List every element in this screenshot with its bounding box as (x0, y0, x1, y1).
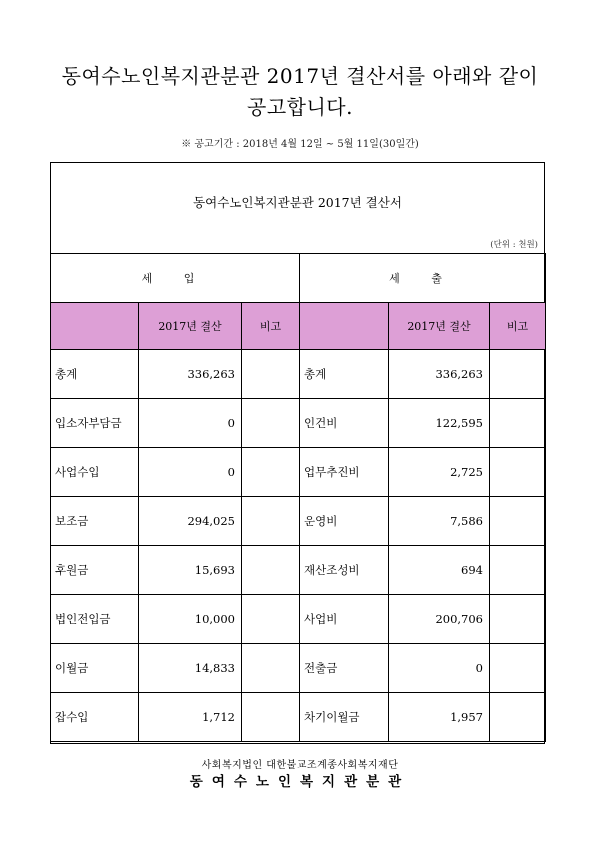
expense-item: 업무추진비 (300, 448, 389, 497)
revenue-item: 보조금 (51, 497, 139, 546)
expense-amount: 0 (389, 644, 490, 693)
expense-amount: 2,725 (389, 448, 490, 497)
revenue-item: 사업수입 (51, 448, 139, 497)
revenue-amount: 336,263 (139, 350, 242, 399)
table-row (51, 448, 546, 497)
expense-amount: 7,586 (389, 497, 490, 546)
revenue-remark (242, 399, 300, 448)
table-row (51, 399, 546, 448)
expense-amount: 122,595 (389, 399, 490, 448)
headline-line-2: 공고합니다. (247, 95, 353, 119)
revenue-amount: 10,000 (139, 595, 242, 644)
revenue-amount: 1,712 (139, 693, 242, 742)
expense-remark (490, 595, 546, 644)
table-row (51, 546, 546, 595)
revenue-remark (242, 546, 300, 595)
expense-remark (490, 644, 546, 693)
revenue-item: 총계 (51, 350, 139, 399)
expense-remark (490, 546, 546, 595)
expense-item: 총계 (300, 350, 389, 399)
revenue-item: 잡수입 (51, 693, 139, 742)
revenue-amount: 15,693 (139, 546, 242, 595)
revenue-remark (242, 693, 300, 742)
notice-period: ※ 공고기간 : 2018년 4월 12일 ~ 5월 11일(30일간) (181, 139, 419, 150)
expense-remark (490, 448, 546, 497)
revenue-remark (242, 448, 300, 497)
expense-remark (490, 399, 546, 448)
expense-amount: 336,263 (389, 350, 490, 399)
expense-remark (490, 693, 546, 742)
document-title: 동여수노인복지관분관 2017년 결산서 (193, 195, 402, 210)
table-row (51, 644, 546, 693)
expense-settlement-header: 2017년 결산 (389, 303, 490, 350)
column-header-row (51, 303, 546, 350)
expense-item-header (300, 303, 389, 350)
revenue-amount: 294,025 (139, 497, 242, 546)
expense-header: 세 출 (300, 254, 546, 303)
table-row (51, 595, 546, 644)
revenue-remark (242, 497, 300, 546)
settlement-document (50, 162, 545, 744)
expense-item: 운영비 (300, 497, 389, 546)
expense-item: 재산조성비 (300, 546, 389, 595)
settlement-table (50, 253, 546, 742)
revenue-amount: 14,833 (139, 644, 242, 693)
table-row (51, 497, 546, 546)
expense-remark (490, 497, 546, 546)
group-header-row (51, 254, 546, 303)
expense-item: 차기이월금 (300, 693, 389, 742)
revenue-item: 법인전입금 (51, 595, 139, 644)
revenue-item: 후원금 (51, 546, 139, 595)
headline-line-1: 동여수노인복지관분관 2017년 결산서를 아래와 같이 (61, 64, 539, 88)
revenue-amount: 0 (139, 399, 242, 448)
revenue-item: 이월금 (51, 644, 139, 693)
revenue-settlement-header: 2017년 결산 (139, 303, 242, 350)
revenue-item-header (51, 303, 139, 350)
revenue-remark-header: 비고 (242, 303, 300, 350)
table-row (51, 693, 546, 742)
expense-remark (490, 350, 546, 399)
revenue-header: 세 입 (51, 254, 300, 303)
revenue-remark (242, 644, 300, 693)
expense-item: 전출금 (300, 644, 389, 693)
expense-item: 인건비 (300, 399, 389, 448)
footer-org-name: 동여수노인복지관분관 (189, 774, 411, 790)
revenue-amount: 0 (139, 448, 242, 497)
table-row (51, 350, 546, 399)
revenue-item: 입소자부담금 (51, 399, 139, 448)
revenue-remark (242, 595, 300, 644)
expense-amount: 200,706 (389, 595, 490, 644)
expense-amount: 694 (389, 546, 490, 595)
revenue-remark (242, 350, 300, 399)
expense-remark-header: 비고 (490, 303, 546, 350)
unit-note: (단위 : 천원) (490, 240, 538, 250)
expense-amount: 1,957 (389, 693, 490, 742)
expense-item: 사업비 (300, 595, 389, 644)
footer-org-line: 사회복지법인 대한불교조계종사회복지재단 (201, 760, 399, 771)
